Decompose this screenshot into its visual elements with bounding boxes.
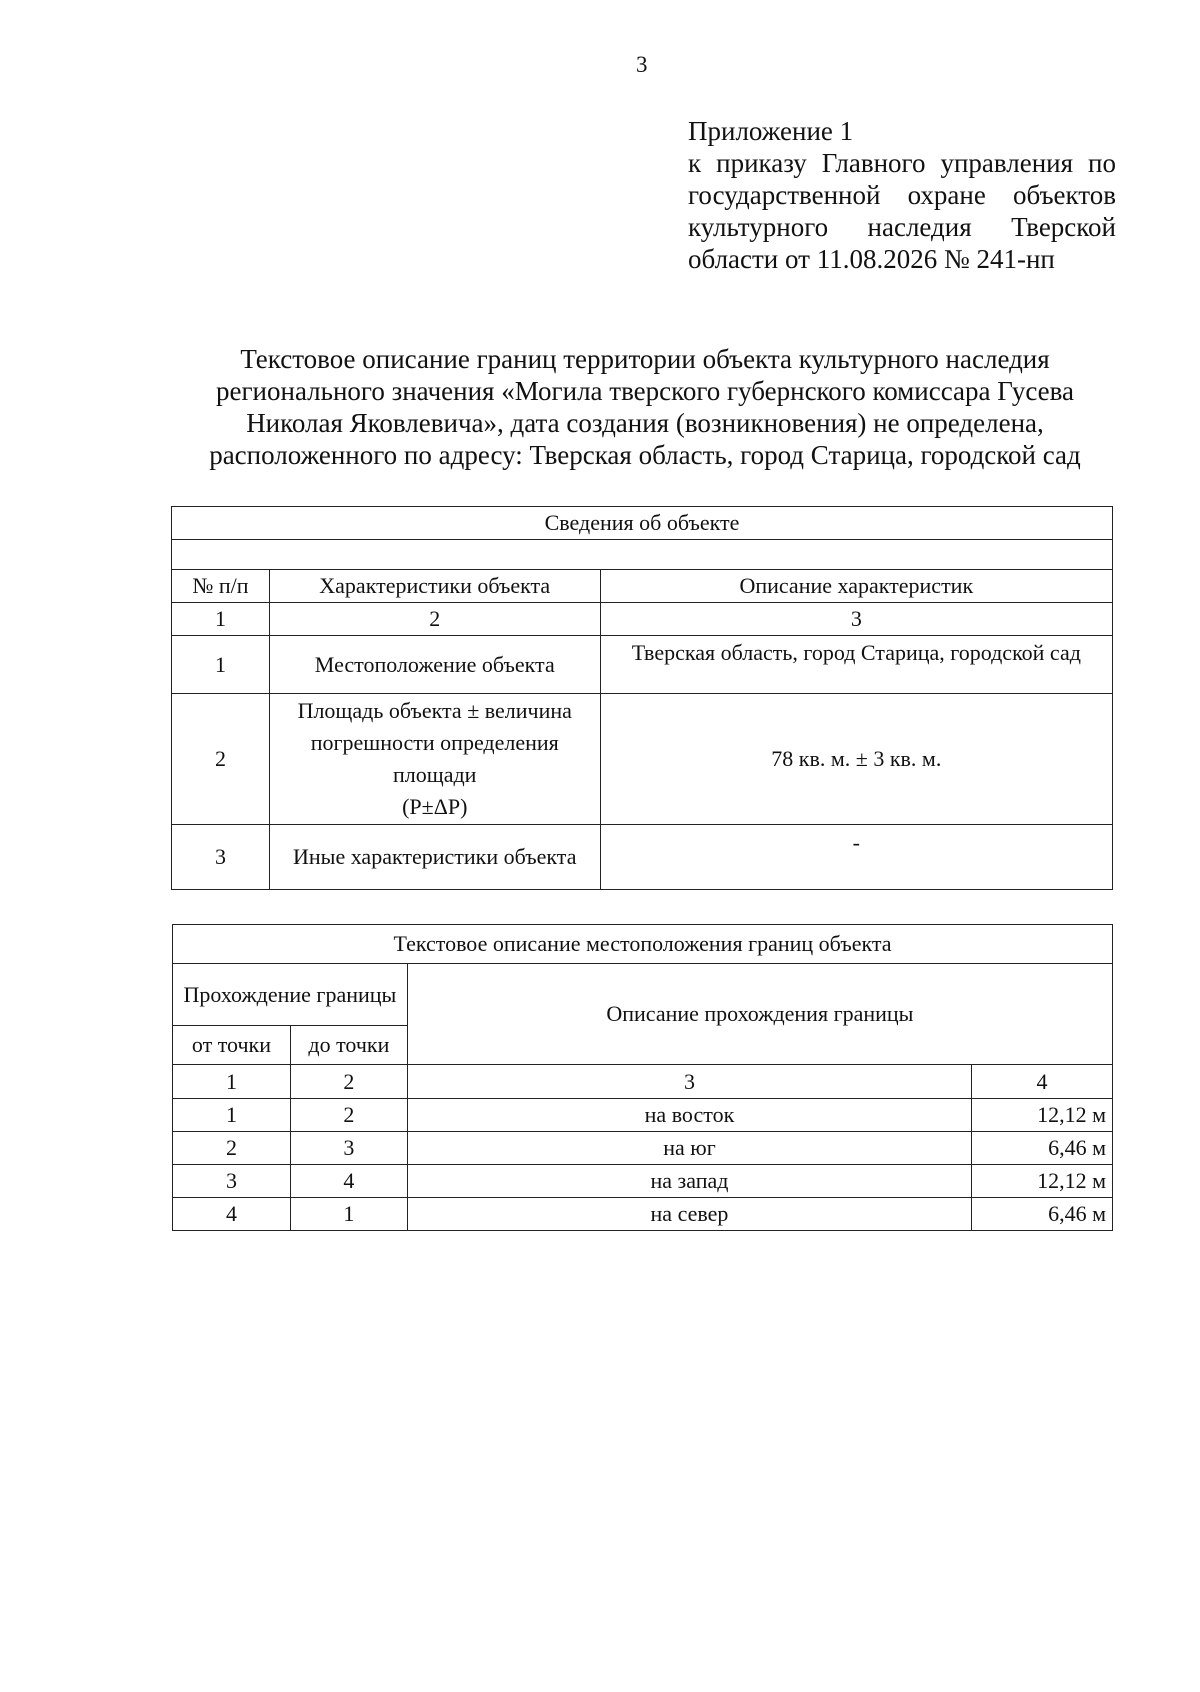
column-number-cell: 3 <box>407 1065 971 1099</box>
row-number-cell: 2 <box>172 694 270 825</box>
table-row <box>172 636 1113 694</box>
length-cell: 12,12 м <box>972 1165 1113 1198</box>
title-line: регионального значения «Могила тверского губернского комиссара Гусева <box>216 376 1074 406</box>
table-row <box>173 1132 1113 1165</box>
appendix-header <box>688 115 1116 275</box>
description-cell: - <box>600 825 1112 890</box>
column-number-cell: 2 <box>290 1065 407 1099</box>
object-info-table <box>171 506 1113 890</box>
length-cell: 12,12 м <box>972 1099 1113 1132</box>
direction-cell: на север <box>407 1198 971 1231</box>
boundary-description-table <box>172 924 1113 1231</box>
table-row <box>173 1165 1113 1198</box>
row-number-cell: 3 <box>172 825 270 890</box>
table-row <box>172 825 1113 890</box>
title-line: расположенного по адресу: Тверская область, город Старица, городской сад <box>209 440 1081 470</box>
length-cell: 6,46 м <box>972 1198 1113 1231</box>
header-cell-to: до точки <box>290 1026 407 1065</box>
appendix-title: Приложение 1 <box>688 116 854 146</box>
appendix-line: культурного наследия Тверской <box>688 212 1116 242</box>
to-point-cell: 4 <box>290 1165 407 1198</box>
column-number-cell: 1 <box>172 603 270 636</box>
description-cell: Тверская область, город Старица, городской сад <box>600 636 1112 694</box>
description-cell: 78 кв. м. ± 3 кв. м. <box>600 694 1112 825</box>
column-number-cell: 4 <box>972 1065 1113 1099</box>
characteristic-cell: Местоположение объекта <box>269 636 600 694</box>
table-row <box>173 1198 1113 1231</box>
characteristic-formula: (P±ΔP) <box>402 794 468 819</box>
info-table-empty-row <box>172 540 1113 570</box>
to-point-cell: 2 <box>290 1099 407 1132</box>
characteristic-text: Площадь объекта ± величина погрешности определения площади <box>297 698 572 787</box>
header-cell-description: Описание прохождения границы <box>407 964 1112 1065</box>
length-cell: 6,46 м <box>972 1132 1113 1165</box>
direction-cell: на юг <box>407 1132 971 1165</box>
from-point-cell: 2 <box>173 1132 291 1165</box>
table-row <box>173 1099 1113 1132</box>
direction-cell: на восток <box>407 1099 971 1132</box>
header-cell-description: Описание характеристик <box>600 570 1112 603</box>
page-number: 3 <box>636 52 648 77</box>
from-point-cell: 4 <box>173 1198 291 1231</box>
appendix-line: государственной охране объектов <box>688 180 1116 210</box>
header-cell-from: от точки <box>173 1026 291 1065</box>
header-cell-passage: Прохождение границы <box>173 964 408 1026</box>
column-number-cell: 2 <box>269 603 600 636</box>
header-cell-number: № п/п <box>172 570 270 603</box>
column-number-cell: 1 <box>173 1065 291 1099</box>
bounds-table-caption: Текстовое описание местоположения границ объекта <box>173 925 1113 964</box>
from-point-cell: 3 <box>173 1165 291 1198</box>
appendix-order-reference: области от 11.08.2026 № 241-нп <box>688 244 1055 274</box>
row-number-cell: 1 <box>172 636 270 694</box>
characteristic-cell: Иные характеристики объекта <box>269 825 600 890</box>
appendix-line: к приказу Главного управления по <box>688 148 1116 178</box>
info-table-caption: Сведения об объекте <box>172 507 1113 540</box>
from-point-cell: 1 <box>173 1099 291 1132</box>
to-point-cell: 1 <box>290 1198 407 1231</box>
column-number-cell: 3 <box>600 603 1112 636</box>
characteristic-cell <box>269 694 600 825</box>
header-cell-characteristic: Характеристики объекта <box>269 570 600 603</box>
to-point-cell: 3 <box>290 1132 407 1165</box>
title-line: Николая Яковлевича», дата создания (возникновения) не определена, <box>246 408 1044 438</box>
table-row <box>172 694 1113 825</box>
document-title <box>170 343 1120 471</box>
direction-cell: на запад <box>407 1165 971 1198</box>
title-line: Текстовое описание границ территории объекта культурного наследия <box>240 344 1050 374</box>
